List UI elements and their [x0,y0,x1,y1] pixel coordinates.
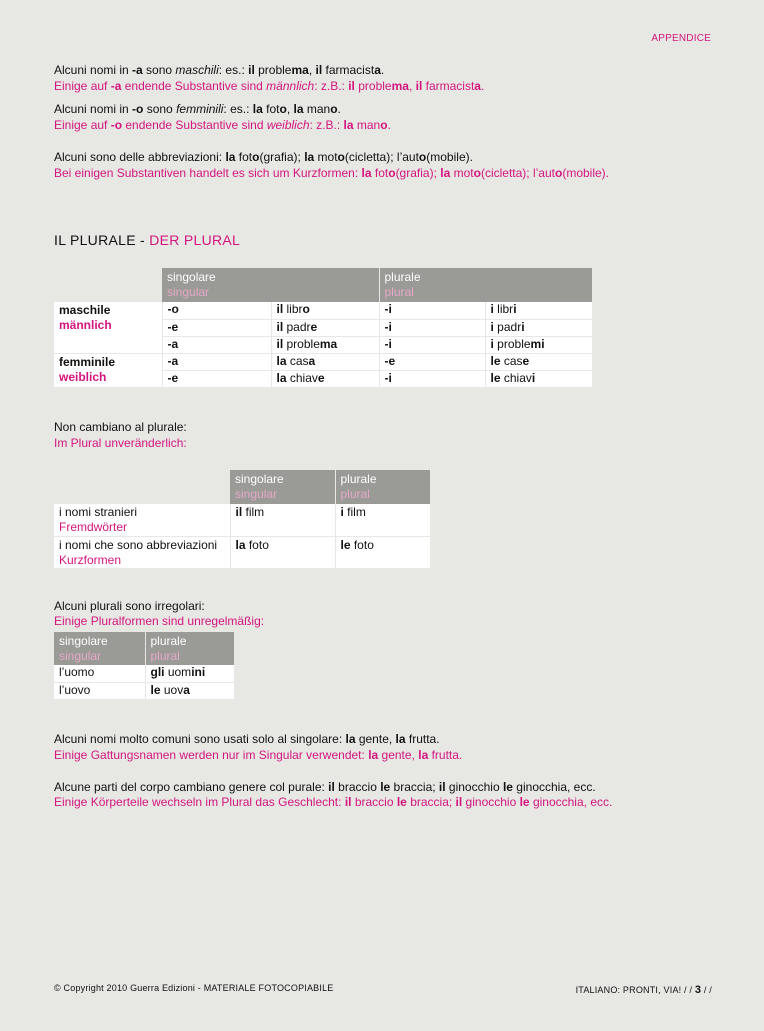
irregular-table [54,632,235,700]
header-singolare: singolare singular [162,268,379,302]
table-row: -e la chiave -i le chiavi [54,370,592,387]
table-row: -e il padre -i i padri [54,319,592,336]
table-row: -a il problema -i i problemi [54,336,592,353]
header-singolare: singolare singular [54,632,145,665]
plural-table [54,268,593,388]
singular-only-de: Einige Gattungsnamen werden nur im Singular verwendet: la gente, la frutta. [54,748,463,762]
page-number: 3 [694,984,702,996]
appendix-label: APPENDICE [651,33,711,44]
irregular-it: Alcuni plurali sono irregolari: [54,599,205,613]
body-parts-de: Einige Körperteile wechseln im Plural das Geschlecht: il braccio le braccia; il ginocchio le ginocchia, ecc. [54,795,613,809]
header-plurale: plurale plural [145,632,234,665]
intro-line-5: Alcuni sono delle abbreviazioni: la foto(grafia); la moto(cicletta); l’auto(mobile). [54,150,473,164]
unchanged-de: Im Plural unveränderlich: [54,436,187,450]
table-row: femminile weiblich -a la casa -e le case [54,353,592,370]
body-parts-it: Alcune parti del corpo cambiano genere col purale: il braccio le braccia; il ginocchio le ginocchia, ecc. [54,780,596,794]
singular-only-it: Alcuni nomi molto comuni sono usati solo al singolare: la gente, la frutta. [54,732,440,746]
intro-line-2: Einige auf -a endende Substantive sind männlich: z.B.: il problema, il farmacista. [54,79,485,93]
table-row: maschile männlich -o il libro -i i libri [54,302,592,319]
intro-line-1: Alcuni nomi in -a sono maschili: es.: il problema, il farmacista. [54,63,385,77]
footer-copyright: © Copyright 2010 Guerra Edizioni - MATERIALE FOTOCOPIABILE [54,983,334,993]
intro-line-3: Alcuni nomi in -o sono femminili: es.: la foto, la mano. [54,102,341,116]
table-row: l’uomo gli uomini [54,665,234,682]
footer-page-info: ITALIANO: PRONTI, VIA! / / 3 / / [575,984,712,996]
plural-heading: IL PLURALE - DER PLURAL [54,232,241,248]
unchanged-table [54,470,431,569]
table-row: i nomi che sono abbreviazioni Kurzformen la foto le foto [54,536,430,568]
intro-line-6: Bei einigen Substantiven handelt es sich um Kurzformen: la foto(grafia); la moto(cicletta); l’auto(mobile). [54,166,610,180]
header-plurale: plurale plural [335,470,430,504]
intro-line-4: Einige auf -o endende Substantive sind weiblich: z.B.: la mano. [54,118,391,132]
irregular-de: Einige Pluralformen sind unregelmäßig: [54,614,265,628]
table-row: i nomi stranieri Fremdwörter il film i film [54,504,430,536]
unchanged-it: Non cambiano al plurale: [54,420,187,434]
header-singolare: singolare singular [230,470,335,504]
header-plurale: plurale plural [379,268,592,302]
table-row: l’uovo le uova [54,682,234,699]
